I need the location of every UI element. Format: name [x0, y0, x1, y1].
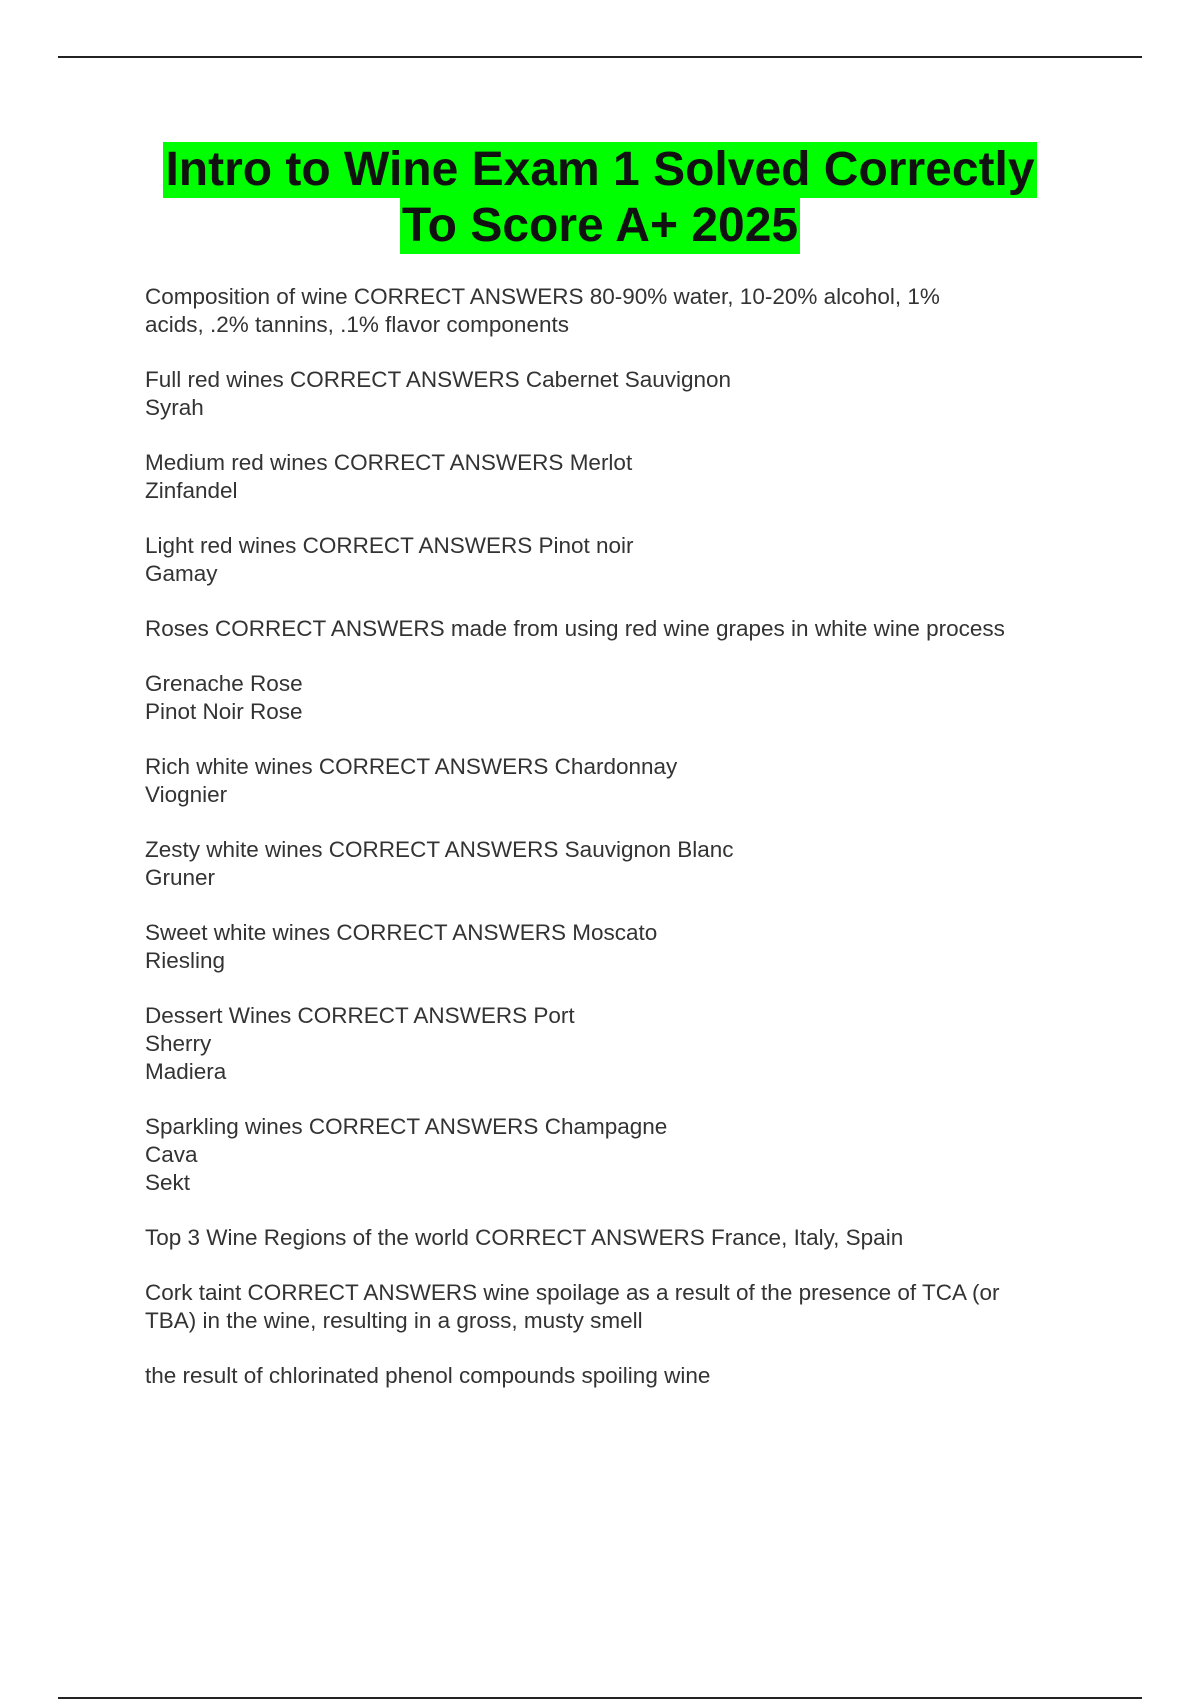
qa-entry — [145, 836, 1085, 892]
qa-entry-line: Sekt — [145, 1170, 191, 1195]
qa-entry-line: Gruner — [145, 865, 216, 890]
qa-entry — [145, 919, 1085, 975]
qa-entry-line: Rich white wines CORRECT ANSWERS Chardonnay — [145, 754, 678, 779]
qa-entry — [145, 532, 1085, 588]
qa-entry — [145, 670, 1085, 726]
bottom-rule — [58, 1697, 1142, 1699]
qa-entry — [145, 615, 1085, 643]
qa-entry-line: Grenache Rose — [145, 671, 303, 696]
qa-entry — [145, 1279, 1085, 1335]
qa-entry-line: Viognier — [145, 782, 228, 807]
qa-entry-line: Syrah — [145, 395, 204, 420]
qa-entry-line: Cava — [145, 1142, 198, 1167]
title-line-2: To Score A+ 2025 — [401, 199, 799, 252]
qa-entry-line: Light red wines CORRECT ANSWERS Pinot noir — [145, 533, 634, 558]
qa-entry-line: Full red wines CORRECT ANSWERS Cabernet Sauvignon — [145, 367, 732, 392]
qa-entry-line: Sweet white wines CORRECT ANSWERS Moscato — [145, 920, 658, 945]
qa-entry-line: acids, .2% tannins, .1% flavor components — [145, 312, 569, 337]
qa-entry-line: Sherry — [145, 1031, 212, 1056]
qa-entry — [145, 1002, 1085, 1086]
top-rule — [58, 56, 1142, 58]
qa-entry — [145, 753, 1085, 809]
qa-entry-line: TBA) in the wine, resulting in a gross, musty smell — [145, 1308, 643, 1333]
qa-entry — [145, 283, 1085, 339]
qa-entry-line: Composition of wine CORRECT ANSWERS 80-90% water, 10-20% alcohol, 1% — [145, 284, 940, 309]
qa-entry-line: Gamay — [145, 561, 218, 586]
qa-entry-line: Medium red wines CORRECT ANSWERS Merlot — [145, 450, 633, 475]
qa-entry — [145, 1113, 1085, 1197]
qa-entry — [145, 366, 1085, 422]
qa-entry-line: Top 3 Wine Regions of the world CORRECT ANSWERS France, Italy, Spain — [145, 1225, 904, 1250]
qa-entry — [145, 449, 1085, 505]
qa-entry-line: Zesty white wines CORRECT ANSWERS Sauvignon Blanc — [145, 837, 734, 862]
qa-entry-line: Madiera — [145, 1059, 227, 1084]
qa-entry-line: Cork taint CORRECT ANSWERS wine spoilage as a result of the presence of TCA (or — [145, 1280, 1000, 1305]
qa-entry-line: Sparkling wines CORRECT ANSWERS Champagne — [145, 1114, 668, 1139]
qa-entry-line: Dessert Wines CORRECT ANSWERS Port — [145, 1003, 575, 1028]
qa-entry-line: Zinfandel — [145, 478, 238, 503]
qa-entry — [145, 1224, 1085, 1252]
qa-entry-line: Roses CORRECT ANSWERS made from using red wine grapes in white wine process — [145, 616, 1005, 641]
page-title — [0, 142, 1200, 254]
document-body — [145, 283, 1085, 1417]
qa-entry-line: the result of chlorinated phenol compounds spoiling wine — [145, 1363, 711, 1388]
qa-entry-line: Pinot Noir Rose — [145, 699, 303, 724]
qa-entry — [145, 1362, 1085, 1390]
title-line-1: Intro to Wine Exam 1 Solved Correctly — [165, 143, 1035, 196]
qa-entry-line: Riesling — [145, 948, 226, 973]
